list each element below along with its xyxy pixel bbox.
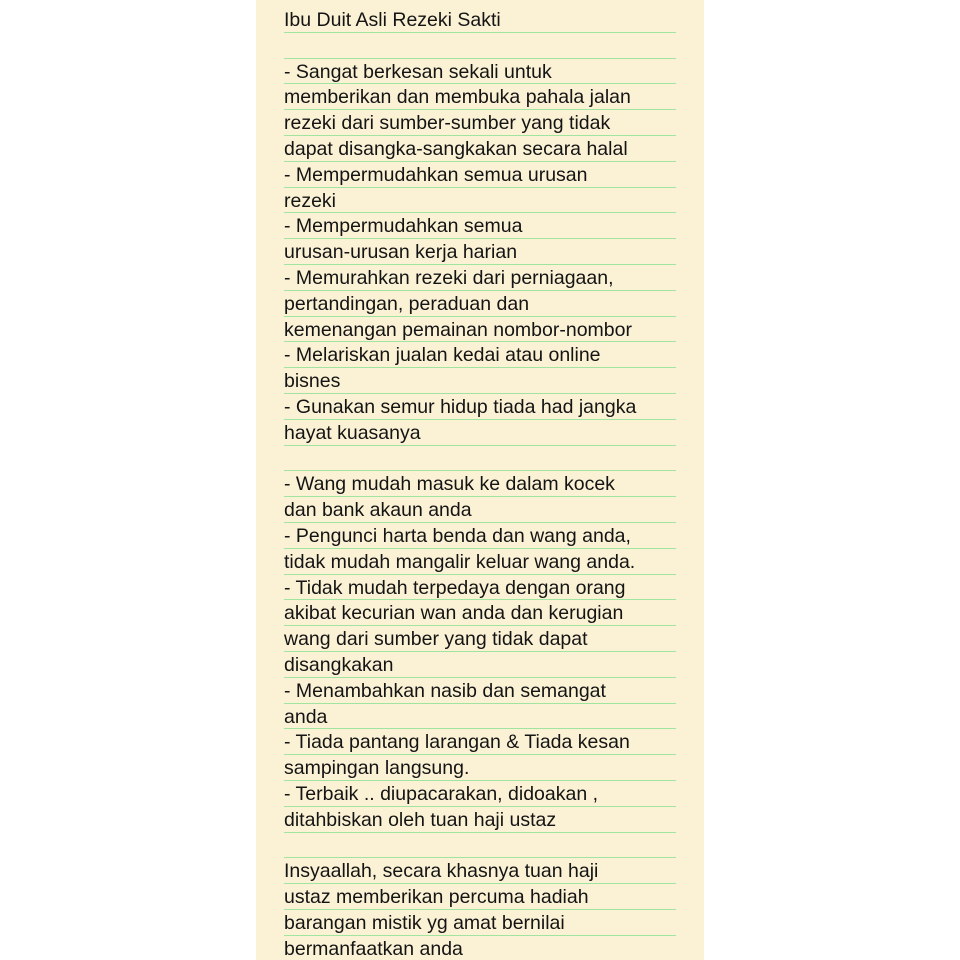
note-lines xyxy=(284,8,676,960)
note-line: bisnes xyxy=(284,369,676,395)
note-line xyxy=(284,34,676,60)
note-line: anda xyxy=(284,705,676,731)
note-line: pertandingan, peraduan dan xyxy=(284,292,676,318)
note-line: memberikan dan membuka pahala jalan xyxy=(284,85,676,111)
note-title: Ibu Duit Asli Rezeki Sakti xyxy=(284,8,676,34)
note-paper xyxy=(256,0,704,960)
note-line: urusan-urusan kerja harian xyxy=(284,240,676,266)
note-line: - Sangat berkesan sekali untuk xyxy=(284,60,676,86)
note-line: - Tidak mudah terpedaya dengan orang xyxy=(284,576,676,602)
note-line: Insyaallah, secara khasnya tuan haji xyxy=(284,859,676,885)
note-line: - Mempermudahkan semua xyxy=(284,214,676,240)
note-line: - Melariskan jualan kedai atau online xyxy=(284,343,676,369)
note-line: barangan mistik yg amat bernilai xyxy=(284,911,676,937)
note-line: sampingan langsung. xyxy=(284,756,676,782)
note-line: dapat disangka-sangkakan secara halal xyxy=(284,137,676,163)
note-line: - Menambahkan nasib dan semangat xyxy=(284,679,676,705)
note-line: dan bank akaun anda xyxy=(284,498,676,524)
note-line: - Tiada pantang larangan & Tiada kesan xyxy=(284,730,676,756)
note-line: - Pengunci harta benda dan wang anda, xyxy=(284,524,676,550)
note-line xyxy=(284,834,676,860)
note-line: - Mempermudahkan semua urusan xyxy=(284,163,676,189)
note-line: tidak mudah mangalir keluar wang anda. xyxy=(284,550,676,576)
note-line: - Terbaik .. diupacarakan, didoakan , xyxy=(284,782,676,808)
note-line: - Gunakan semur hidup tiada had jangka xyxy=(284,395,676,421)
note-line: rezeki dari sumber-sumber yang tidak xyxy=(284,111,676,137)
note-line: ustaz memberikan percuma hadiah xyxy=(284,885,676,911)
note-line: akibat kecurian wan anda dan kerugian xyxy=(284,601,676,627)
note-line: - Memurahkan rezeki dari perniagaan, xyxy=(284,266,676,292)
note-line: hayat kuasanya xyxy=(284,421,676,447)
note-line: - Wang mudah masuk ke dalam kocek xyxy=(284,472,676,498)
note-line: bermanfaatkan anda xyxy=(284,937,676,960)
note-line: kemenangan pemainan nombor-nombor xyxy=(284,318,676,344)
note-line: disangkakan xyxy=(284,653,676,679)
note-line xyxy=(284,447,676,473)
note-line: rezeki xyxy=(284,189,676,215)
note-line: ditahbiskan oleh tuan haji ustaz xyxy=(284,808,676,834)
note-line: wang dari sumber yang tidak dapat xyxy=(284,627,676,653)
